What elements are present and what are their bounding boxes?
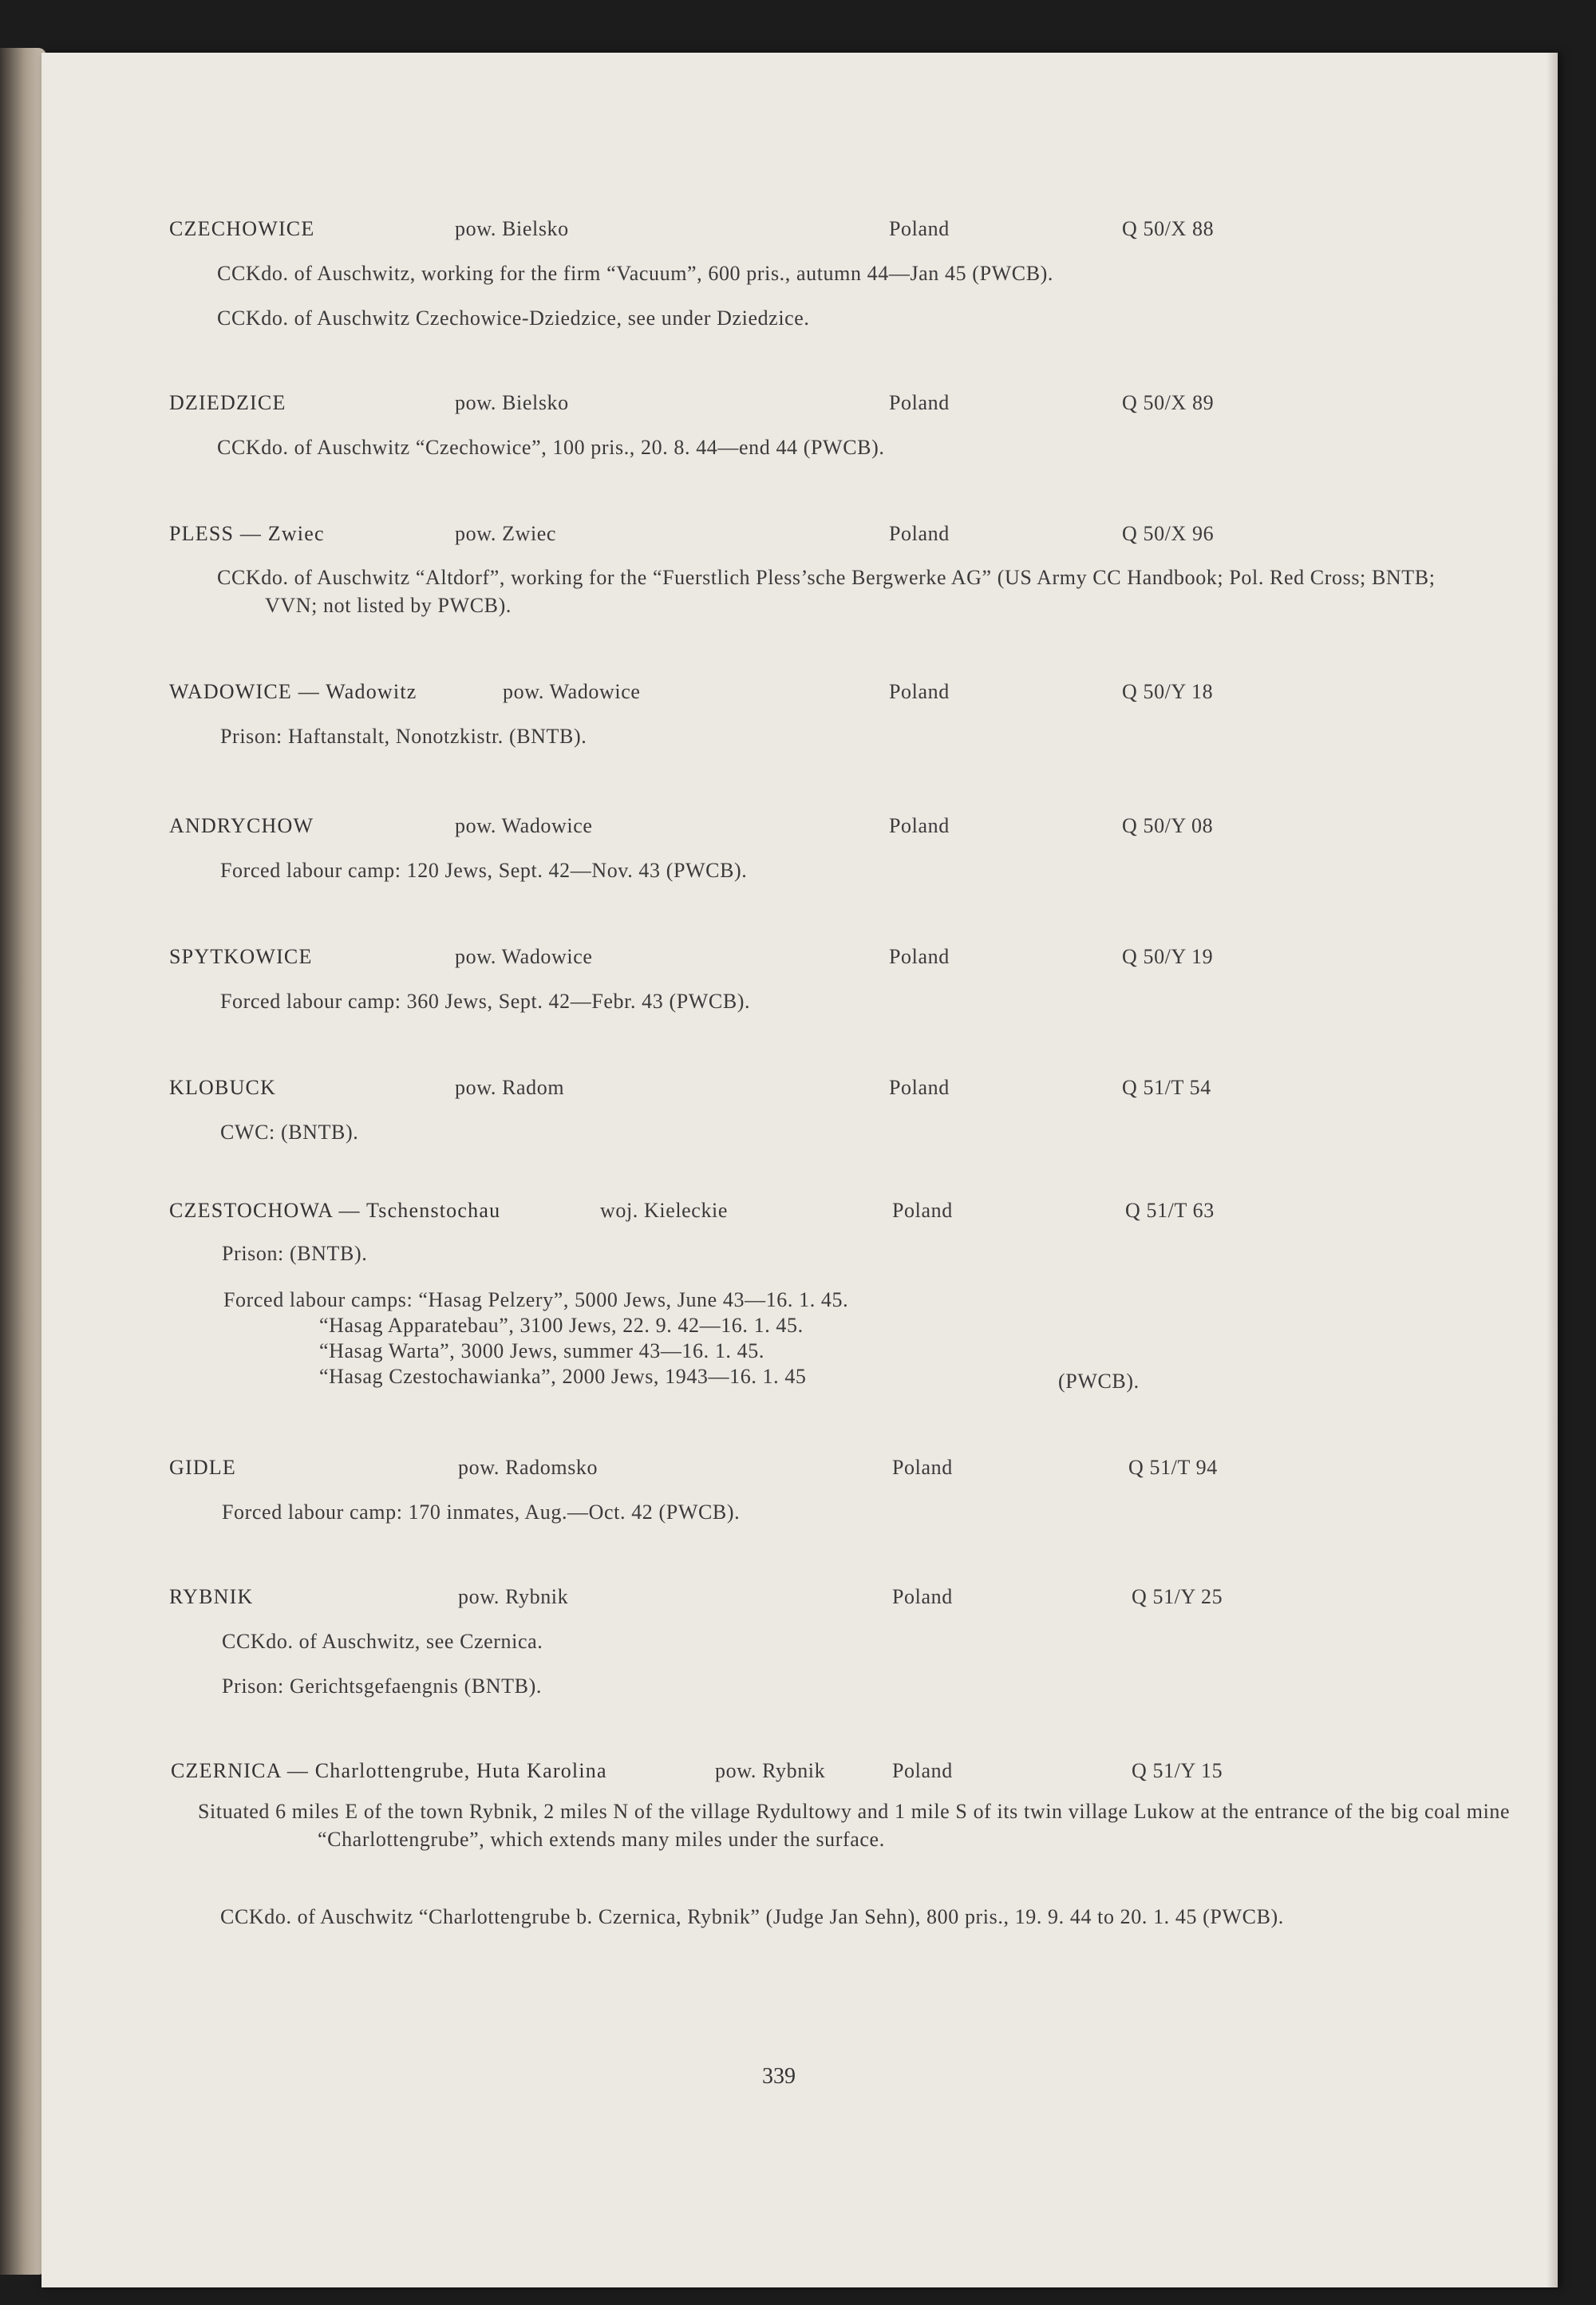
entry-line: (PWCB). [1058, 1370, 1140, 1393]
entry-place: SPYTKOWICE [169, 945, 313, 968]
entry-grid: Q 50/X 88 [1122, 217, 1215, 240]
entry-district: pow. Wadowice [455, 814, 593, 837]
entry-place: ANDRYCHOW [169, 814, 314, 837]
entry-place: CZERNICA — Charlottengrube, Huta Karolina [171, 1759, 607, 1782]
entry-country: Poland [889, 814, 950, 837]
entry-grid: Q 51/T 94 [1128, 1456, 1218, 1479]
entry-line: Forced labour camps: “Hasag Pelzery”, 5000 Jews, June 43—16. 1. 45. [223, 1288, 849, 1311]
entry-place: GIDLE [169, 1456, 236, 1479]
document-page [41, 53, 1558, 2287]
page-edge-shadow [1547, 53, 1558, 2287]
entry-country: Poland [892, 1759, 953, 1782]
entry-country: Poland [889, 680, 950, 703]
entry-grid: Q 50/Y 19 [1122, 945, 1214, 968]
entry-district: pow. Radomsko [458, 1456, 598, 1479]
entry-grid: Q 51/Y 25 [1132, 1585, 1223, 1608]
entry-line: Situated 6 miles E of the town Rybnik, 2 miles N of the village Rydultowy and 1 mile S of its twin village Lukow at the entrance of the big coal mine “Charlottengrube”, which extends many miles under the surface. [198, 1800, 1511, 1851]
entry-country: Poland [889, 1076, 950, 1099]
entry-district: pow. Rybnik [458, 1585, 569, 1608]
entry-country: Poland [892, 1456, 953, 1479]
entry-country: Poland [889, 522, 950, 545]
entry-grid: Q 51/T 54 [1122, 1076, 1211, 1099]
entry-place: PLESS — Zwiec [169, 522, 325, 545]
entry-district: pow. Bielsko [455, 391, 569, 414]
entry-line: CWC: (BNTB). [220, 1121, 359, 1144]
entry-line: Prison: Haftanstalt, Nonotzkistr. (BNTB). [220, 725, 587, 748]
entry-district: pow. Wadowice [503, 680, 641, 703]
entry-district: pow. Rybnik [715, 1759, 826, 1782]
facing-page-edge [0, 48, 46, 2275]
entry-line: CCKdo. of Auschwitz “Czechowice”, 100 pris., 20. 8. 44—end 44 (PWCB). [217, 436, 885, 459]
entry-country: Poland [892, 1199, 953, 1222]
entry-line: CCKdo. of Auschwitz, see Czernica. [222, 1630, 543, 1653]
entry-line: “Hasag Warta”, 3000 Jews, summer 43—16. 1. 45. [319, 1339, 764, 1362]
entry-line: CCKdo. of Auschwitz, working for the firm “Vacuum”, 600 pris., autumn 44—Jan 45 (PWCB). [217, 262, 1054, 285]
entry-grid: Q 50/Y 18 [1122, 680, 1214, 703]
entry-district: pow. Bielsko [455, 217, 569, 240]
entry-line: Forced labour camp: 120 Jews, Sept. 42—Nov. 43 (PWCB). [220, 859, 748, 882]
page-number: 339 [762, 2064, 796, 2089]
entry-grid: Q 50/X 89 [1122, 391, 1215, 414]
entry-line: Forced labour camp: 360 Jews, Sept. 42—Febr. 43 (PWCB). [220, 990, 751, 1013]
entry-country: Poland [889, 945, 950, 968]
entry-district: pow. Radom [455, 1076, 565, 1099]
entry-place: CZECHOWICE [169, 217, 315, 240]
entry-place: WADOWICE — Wadowitz [169, 680, 417, 703]
entry-line: Forced labour camp: 170 inmates, Aug.—Oct. 42 (PWCB). [222, 1500, 741, 1524]
entry-grid: Q 51/T 63 [1125, 1199, 1215, 1222]
entry-place: KLOBUCK [169, 1076, 277, 1099]
entry-line: CCKdo. of Auschwitz “Altdorf”, working for the “Fuerstlich Pless’sche Bergwerke AG” (US Army CC Handbook; Pol. Red Cross; BNTB; VVN; not listed by PWCB). [217, 566, 1436, 617]
entry-district: woj. Kieleckie [600, 1199, 729, 1222]
entry-line: Prison: Gerichtsgefaengnis (BNTB). [222, 1674, 542, 1698]
entry-grid: Q 51/Y 15 [1132, 1759, 1223, 1782]
entry-line: “Hasag Czestochawianka”, 2000 Jews, 1943—16. 1. 45 [319, 1365, 807, 1388]
entry-grid: Q 50/Y 08 [1122, 814, 1214, 837]
entry-country: Poland [889, 217, 950, 240]
entry-line: CCKdo. of Auschwitz “Charlottengrube b. Czernica, Rybnik” (Judge Jan Sehn), 800 pris., 19. 9. 44 to 20. 1. 45 (PWCB). [220, 1905, 1284, 1928]
entry-grid: Q 50/X 96 [1122, 522, 1215, 545]
entry-line: “Hasag Apparatebau”, 3100 Jews, 22. 9. 42—16. 1. 45. [319, 1314, 804, 1337]
entry-place: RYBNIK [169, 1585, 254, 1608]
entry-district: pow. Wadowice [455, 945, 593, 968]
entry-district: pow. Zwiec [455, 522, 557, 545]
entry-place: CZESTOCHOWA — Tschenstochau [169, 1199, 501, 1222]
entry-place: DZIEDZICE [169, 391, 286, 414]
entry-line: CCKdo. of Auschwitz Czechowice-Dziedzice, see under Dziedzice. [217, 306, 810, 330]
entry-country: Poland [892, 1585, 953, 1608]
entry-line: Prison: (BNTB). [222, 1242, 368, 1265]
entry-country: Poland [889, 391, 950, 414]
